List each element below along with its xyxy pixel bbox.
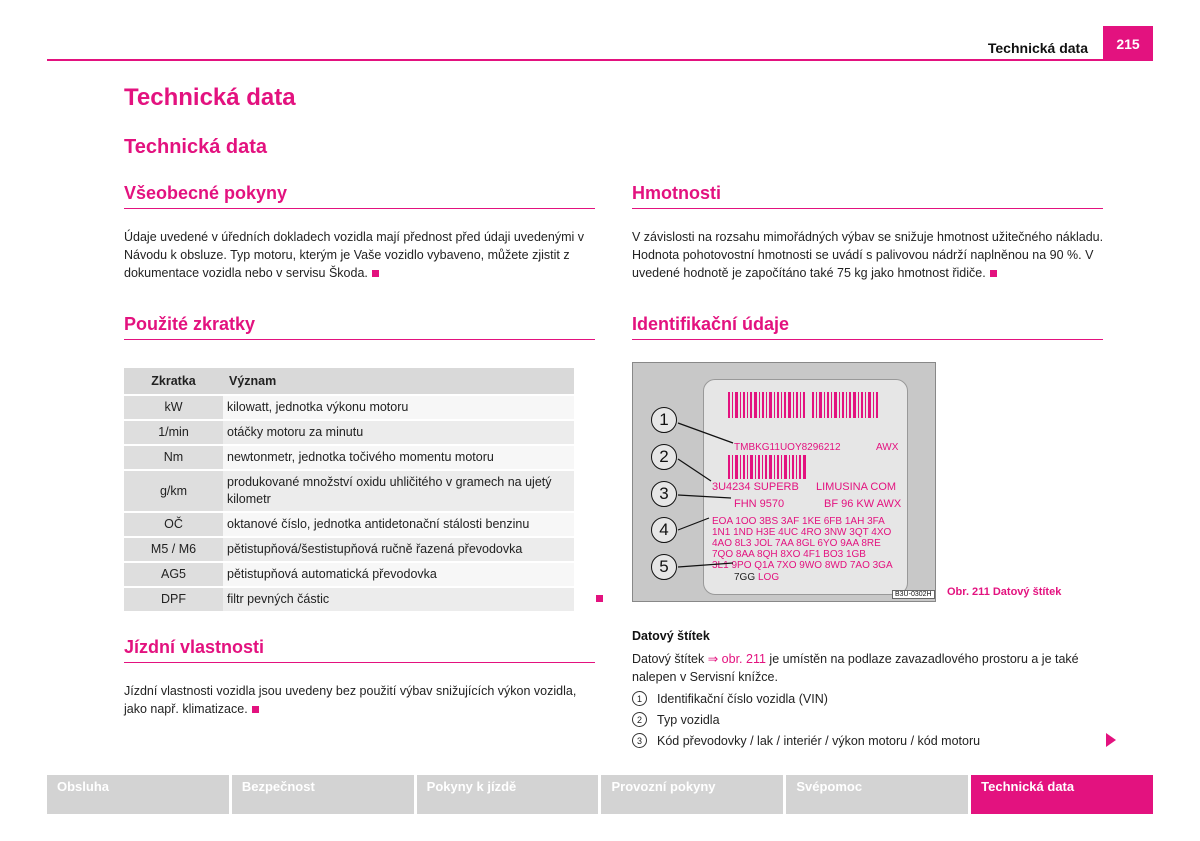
meaning-cell: pětistupňová/šestistupňová ručně řazená převodovka — [223, 538, 574, 561]
sticker-code-line: 7QO 8AA 8QH 8XO 4F1 BO3 1GB — [712, 549, 866, 560]
sticker-last-dark: 7GG — [734, 572, 756, 583]
table-row — [124, 396, 574, 419]
end-mark-icon — [990, 270, 997, 277]
data-plate-text-a: Datový štítek — [632, 652, 708, 666]
sticker-gearbox: FHN 9570 — [734, 498, 785, 510]
abbr-cell: OČ — [124, 513, 223, 536]
tab-svepomoc[interactable]: Svépomoc — [786, 775, 968, 814]
meaning-cell: newtonmetr, jednotka točivého momentu motoru — [223, 446, 574, 469]
sticker-code-line: 3L1 9PO Q1A 7XO 9WO 8WD 7AO 3GA — [712, 560, 893, 571]
meaning-cell: pětistupňová automatická převodovka — [223, 563, 574, 586]
callout-4: 4 — [651, 517, 677, 543]
col-header-meaning: Význam — [223, 368, 574, 394]
abbreviations-table — [124, 366, 574, 613]
list-item-label: Identifikační číslo vozidla (VIN) — [657, 691, 828, 706]
list-item — [632, 691, 828, 706]
callout-1: 1 — [651, 407, 677, 433]
sticker-vin: TMBKG11UOY8296212 — [734, 442, 841, 453]
end-mark-icon — [252, 706, 259, 713]
tab-provozni-pokyny[interactable]: Provozní pokyny — [601, 775, 783, 814]
weights-heading: Hmotnosti — [632, 183, 1103, 209]
abbr-cell: DPF — [124, 588, 223, 611]
sticker-last-pink: LOG — [758, 572, 780, 583]
tab-pokyny-k-jizde[interactable]: Pokyny k jízdě — [417, 775, 599, 814]
table-row — [124, 513, 574, 536]
table-row — [124, 421, 574, 444]
number-circle-icon: 3 — [632, 733, 647, 748]
abbr-cell: AG5 — [124, 563, 223, 586]
sticker-engine: BF 96 KW AWX — [824, 498, 902, 510]
meaning-cell: produkované množství oxidu uhličitého v gramech na ujetý kilometr — [223, 471, 574, 511]
identification-heading: Identifikační údaje — [632, 314, 1103, 340]
tab-bezpecnost[interactable]: Bezpečnost — [232, 775, 414, 814]
driving-heading: Jízdní vlastnosti — [124, 637, 595, 663]
figure-link[interactable]: ⇒ obr. 211 — [707, 652, 766, 666]
running-header-title: Technická data — [987, 40, 1088, 56]
abbr-cell: Nm — [124, 446, 223, 469]
data-plate-text — [632, 650, 1107, 686]
meaning-cell: oktanové číslo, jednotka antidetonační stálosti benzinu — [223, 513, 574, 536]
meaning-cell: filtr pevných částic — [223, 588, 574, 611]
end-mark-icon — [596, 595, 603, 602]
list-item — [632, 712, 720, 727]
figure-code: B3U-0302H — [892, 590, 935, 599]
abbr-cell: M5 / M6 — [124, 538, 223, 561]
abbreviations-heading: Použité zkratky — [124, 314, 595, 340]
table-row — [124, 563, 574, 586]
callout-5: 5 — [651, 554, 677, 580]
abbr-cell: kW — [124, 396, 223, 419]
figure-caption: Obr. 211 Datový štítek — [947, 586, 1062, 598]
footer-nav — [47, 775, 1153, 814]
sticker-model-code: 3U4234 SUPERB — [712, 481, 799, 493]
sticker-code-line: 1N1 1ND H3E 4UC 4RO 3NW 3QT 4XO — [712, 527, 892, 538]
tab-obsluha[interactable]: Obsluha — [47, 775, 229, 814]
table-row — [124, 446, 574, 469]
sticker-body: LIMUSINA COM — [816, 481, 897, 493]
data-plate-figure — [632, 362, 936, 602]
col-header-abbr: Zkratka — [124, 368, 223, 394]
sticker-code-line: EOA 1OO 3BS 3AF 1KE 6FB 1AH 3FA — [712, 516, 885, 527]
table-row — [124, 588, 574, 611]
sticker-awx: AWX — [876, 442, 899, 453]
list-item — [632, 733, 980, 748]
general-text — [124, 228, 596, 282]
callout-leaders — [633, 363, 935, 601]
continue-arrow-icon[interactable] — [1106, 733, 1116, 747]
number-circle-icon: 2 — [632, 712, 647, 727]
driving-text-body: Jízdní vlastnosti vozidla jsou uvedeny bez použití výbav snižujících výkon vozidla, jako např. klimatizace. — [124, 684, 577, 716]
meaning-cell: kilowatt, jednotka výkonu motoru — [223, 396, 574, 419]
chapter-title: Technická data — [124, 84, 296, 111]
abbr-cell: g/km — [124, 471, 223, 511]
tab-technicka-data[interactable]: Technická data — [971, 775, 1153, 814]
abbr-cell: 1/min — [124, 421, 223, 444]
header-rule — [47, 59, 1153, 61]
sticker-code-line: 4AO 8L3 JOL 7AA 8GL 6YO 9AA 8RE — [712, 538, 881, 549]
list-item-label: Kód převodovky / lak / interiér / výkon motoru / kód motoru — [657, 733, 981, 748]
weights-text-body: V závislosti na rozsahu mimořádných výbav se snižuje hmotnost užitečného nákladu. Hodnota pohotovostní hmotnosti se uvádí s palivovou nádrží naplněnou na 90 %. V uvedené hodnotě je započítáno také 75 kg jako hmotnost řidiče. — [632, 230, 1104, 280]
end-mark-icon — [372, 270, 379, 277]
callout-2: 2 — [651, 444, 677, 470]
number-circle-icon: 1 — [632, 691, 647, 706]
table-row — [124, 538, 574, 561]
meaning-cell: otáčky motoru za minutu — [223, 421, 574, 444]
page-number: 215 — [1103, 26, 1153, 61]
data-plate-text-b: je umístěn na podlaze zavazadlového prostoru a je také nalepen v Servisní knížce. — [632, 652, 1079, 684]
weights-text — [632, 228, 1107, 282]
list-item-label: Typ vozidla — [657, 712, 720, 727]
driving-text — [124, 682, 596, 718]
general-text-body: Údaje uvedené v úředních dokladech vozidla mají přednost před údaji uvedenými v Návodu k obsluze. Typ motoru, kterým je Vaše vozidlo vybaveno, můžete zjistit z dokumentace vozidla nebo v servisu Škoda. — [124, 230, 585, 280]
callout-3: 3 — [651, 481, 677, 507]
table-row — [124, 471, 574, 511]
section-title: Technická data — [124, 136, 268, 158]
data-plate-subheading: Datový štítek — [632, 629, 710, 643]
general-heading: Všeobecné pokyny — [124, 183, 595, 209]
